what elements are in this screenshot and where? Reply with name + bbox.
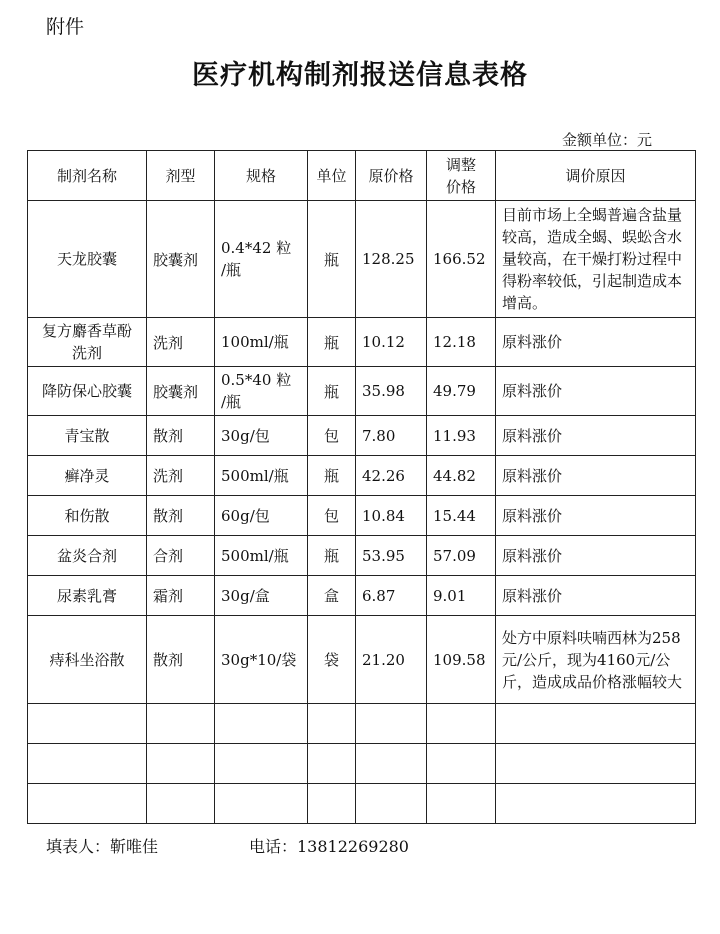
cell-form: 洗剂 <box>147 318 215 367</box>
cell-reason: 原料涨价 <box>496 318 696 367</box>
currency-unit-label: 金额单位：元 <box>562 131 653 149</box>
cell-name: 尿素乳膏 <box>28 576 147 616</box>
empty-cell <box>147 784 215 824</box>
cell-orig-price: 7.80 <box>356 416 427 456</box>
cell-orig-price: 35.98 <box>356 367 427 416</box>
header-name: 制剂名称 <box>28 151 147 201</box>
cell-reason: 原料涨价 <box>496 576 696 616</box>
cell-orig-price: 10.12 <box>356 318 427 367</box>
cell-form: 胶囊剂 <box>147 201 215 318</box>
empty-cell <box>356 784 427 824</box>
attachment-label: 附件 <box>46 16 85 38</box>
cell-reason: 原料涨价 <box>496 367 696 416</box>
empty-cell <box>147 744 215 784</box>
phone-label: 电话：13812269280 <box>249 837 409 856</box>
empty-cell <box>308 704 356 744</box>
empty-row <box>28 784 696 824</box>
cell-orig-price: 10.84 <box>356 496 427 536</box>
empty-cell <box>427 744 496 784</box>
cell-spec: 0.5*40 粒 /瓶 <box>215 367 308 416</box>
cell-orig-price: 42.26 <box>356 456 427 496</box>
empty-cell <box>215 704 308 744</box>
cell-unit: 瓶 <box>308 201 356 318</box>
cell-adj-price: 11.93 <box>427 416 496 456</box>
cell-spec: 500ml/瓶 <box>215 456 308 496</box>
cell-unit: 盒 <box>308 576 356 616</box>
cell-reason: 原料涨价 <box>496 456 696 496</box>
preparation-info-table <box>27 150 696 824</box>
cell-form: 合剂 <box>147 536 215 576</box>
empty-cell <box>356 704 427 744</box>
cell-form: 散剂 <box>147 416 215 456</box>
header-spec: 规格 <box>215 151 308 201</box>
cell-unit: 瓶 <box>308 456 356 496</box>
empty-cell <box>147 704 215 744</box>
cell-spec: 60g/包 <box>215 496 308 536</box>
cell-spec: 30g/包 <box>215 416 308 456</box>
cell-name: 痔科坐浴散 <box>28 616 147 704</box>
table-row <box>28 367 696 416</box>
empty-cell <box>308 744 356 784</box>
cell-spec: 30g*10/袋 <box>215 616 308 704</box>
cell-unit: 袋 <box>308 616 356 704</box>
cell-reason: 原料涨价 <box>496 416 696 456</box>
empty-cell <box>496 744 696 784</box>
empty-cell <box>308 784 356 824</box>
page-title: 医疗机构制剂报送信息表格 <box>192 60 528 91</box>
header-adj-price: 调整 价格 <box>427 151 496 201</box>
table-row <box>28 616 696 704</box>
filler-label: 填表人：靳唯佳 <box>46 837 159 856</box>
cell-form: 散剂 <box>147 496 215 536</box>
table-row <box>28 576 696 616</box>
cell-name: 降防保心胶囊 <box>28 367 147 416</box>
cell-name: 天龙胶囊 <box>28 201 147 318</box>
cell-spec: 100ml/瓶 <box>215 318 308 367</box>
cell-adj-price: 12.18 <box>427 318 496 367</box>
cell-adj-price: 15.44 <box>427 496 496 536</box>
cell-spec: 30g/盒 <box>215 576 308 616</box>
cell-form: 散剂 <box>147 616 215 704</box>
cell-unit: 瓶 <box>308 318 356 367</box>
cell-adj-price: 44.82 <box>427 456 496 496</box>
table-row <box>28 536 696 576</box>
cell-adj-price: 9.01 <box>427 576 496 616</box>
cell-unit: 瓶 <box>308 536 356 576</box>
cell-orig-price: 128.25 <box>356 201 427 318</box>
table-header-row <box>28 151 696 201</box>
cell-name: 癣净灵 <box>28 456 147 496</box>
cell-form: 霜剂 <box>147 576 215 616</box>
cell-name: 复方麝香草酚 洗剂 <box>28 318 147 367</box>
header-form: 剂型 <box>147 151 215 201</box>
empty-row <box>28 704 696 744</box>
empty-cell <box>28 784 147 824</box>
empty-cell <box>215 784 308 824</box>
table-row <box>28 456 696 496</box>
empty-cell <box>356 744 427 784</box>
cell-adj-price: 166.52 <box>427 201 496 318</box>
cell-reason: 处方中原料呋喃西林为258元/公斤，现为4160元/公斤，造成成品价格涨幅较大 <box>496 616 696 704</box>
empty-cell <box>28 744 147 784</box>
table-row <box>28 416 696 456</box>
header-orig-price: 原价格 <box>356 151 427 201</box>
empty-cell <box>427 704 496 744</box>
empty-cell <box>496 704 696 744</box>
header-reason: 调价原因 <box>496 151 696 201</box>
empty-cell <box>215 744 308 784</box>
cell-reason: 原料涨价 <box>496 536 696 576</box>
empty-cell <box>28 704 147 744</box>
cell-reason: 目前市场上全蝎普遍含盐量较高，造成全蝎、蜈蚣含水量较高，在干燥打粉过程中得粉率较低，引起制造成本增高。 <box>496 201 696 318</box>
cell-orig-price: 21.20 <box>356 616 427 704</box>
cell-name: 和伤散 <box>28 496 147 536</box>
table-row <box>28 201 696 318</box>
header-unit: 单位 <box>308 151 356 201</box>
empty-cell <box>496 784 696 824</box>
cell-unit: 包 <box>308 496 356 536</box>
cell-form: 洗剂 <box>147 456 215 496</box>
cell-adj-price: 49.79 <box>427 367 496 416</box>
cell-orig-price: 6.87 <box>356 576 427 616</box>
cell-spec: 0.4*42 粒 /瓶 <box>215 201 308 318</box>
empty-cell <box>427 784 496 824</box>
cell-form: 胶囊剂 <box>147 367 215 416</box>
table-row <box>28 318 696 367</box>
cell-adj-price: 57.09 <box>427 536 496 576</box>
cell-orig-price: 53.95 <box>356 536 427 576</box>
cell-reason: 原料涨价 <box>496 496 696 536</box>
table-row <box>28 496 696 536</box>
cell-unit: 包 <box>308 416 356 456</box>
cell-adj-price: 109.58 <box>427 616 496 704</box>
cell-name: 青宝散 <box>28 416 147 456</box>
cell-name: 盆炎合剂 <box>28 536 147 576</box>
cell-spec: 500ml/瓶 <box>215 536 308 576</box>
empty-row <box>28 744 696 784</box>
cell-unit: 瓶 <box>308 367 356 416</box>
